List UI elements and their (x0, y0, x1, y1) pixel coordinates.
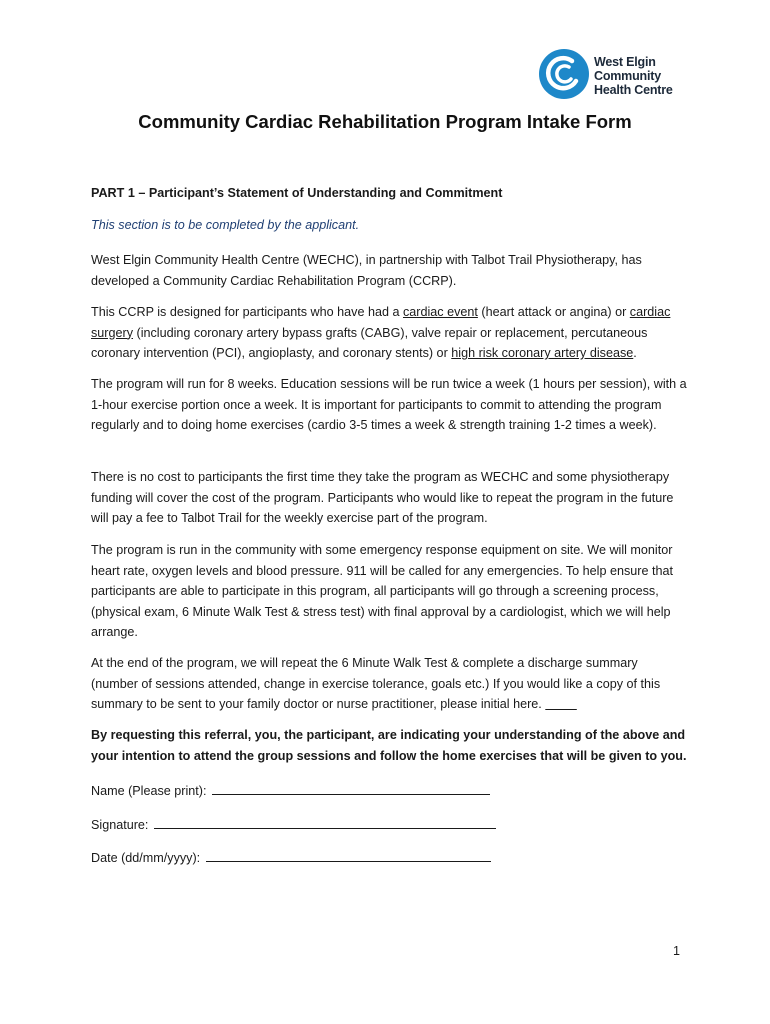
paragraph-cost: There is no cost to participants the first time they take the program as WECHC and some physiotherapy funding will cover the cost of the program. Participants who would like to repeat the program in the future will pay a fee to Talbot Trail for the weekly exercise part of the program. (91, 470, 674, 525)
name-field-row (91, 780, 490, 801)
eligibility-text-c: (heart attack or angina) or (477, 305, 630, 319)
initial-field[interactable] (545, 697, 577, 711)
wechc-logo-icon (538, 48, 590, 100)
paragraph-partnership: West Elgin Community Health Centre (WECHC), in partnership with Talbot Trail Physiotherapy, has developed a Community Cardiac Rehabilitation Program (CCRP). (91, 253, 642, 288)
signature-label: Signature: (91, 818, 149, 832)
date-field-row (91, 847, 491, 868)
logo-line-2: Community (594, 69, 661, 83)
page-title: Community Cardiac Rehabilitation Program Intake Form (138, 111, 632, 132)
signature-field-row (91, 814, 496, 835)
date-label: Date (dd/mm/yyyy): (91, 851, 201, 865)
part-heading: PART 1 – Participant’s Statement of Understanding and Commitment (91, 186, 503, 200)
eligibility-text-g: . (633, 346, 637, 360)
paragraph-safety: The program is run in the community with some emergency response equipment on site. We will monitor heart rate, oxygen levels and blood pressure. 911 will be called for any emergencies. To help ensure that participants are able to participate in this program, all participants will go through a screening process, (physical exam, 6 Minute Walk Test & stress test) with final approval by a cardiologist, which we will help arrange. (91, 543, 673, 639)
paragraph-discharge (91, 653, 687, 715)
date-field[interactable] (206, 847, 491, 862)
commitment-statement: By requesting this referral, you, the participant, are indicating your understanding of the above and your intention to attend the group sessions and follow the home exercises that will be given to you. (91, 728, 687, 763)
logo-text (594, 55, 673, 97)
signature-field[interactable] (154, 814, 496, 829)
cardiac-surgery-term: cardiac surgery (91, 305, 671, 340)
paragraph-eligibility (91, 302, 687, 364)
cardiac-event-term: cardiac event (402, 305, 478, 319)
name-label: Name (Please print): (91, 784, 207, 798)
name-field[interactable] (212, 780, 490, 795)
eligibility-text-a: This CCRP is designed for participants who have had a (91, 305, 403, 319)
wechc-logo (538, 48, 738, 108)
discharge-text: At the end of the program, we will repeat the 6 Minute Walk Test & complete a discharge summary (number of sessions attended, change in exercise tolerance, goals etc.) If you would like a copy of this summary to be sent to your family doctor or nurse practitioner, please initial here. (91, 656, 661, 711)
coronary-disease-term: high risk coronary artery disease (451, 346, 634, 360)
paragraph-schedule: The program will run for 8 weeks. Education sessions will be run twice a week (1 hours per session), with a 1-hour exercise portion once a week. It is important for participants to commit to attending the program regularly and to doing home exercises (cardio 3-5 times a week & strength training 1-2 times a week). (91, 377, 687, 432)
eligibility-text-e: (including coronary artery bypass grafts (CABG), valve repair or replacement, percutaneous coronary intervention (PCI), angioplasty, and coronary stents) or (91, 325, 648, 360)
logo-line-3: Health Centre (594, 83, 673, 97)
page-number: 1 (673, 944, 681, 958)
logo-line-1: West Elgin (594, 55, 656, 69)
instruction-text: This section is to be completed by the applicant. (91, 218, 360, 232)
